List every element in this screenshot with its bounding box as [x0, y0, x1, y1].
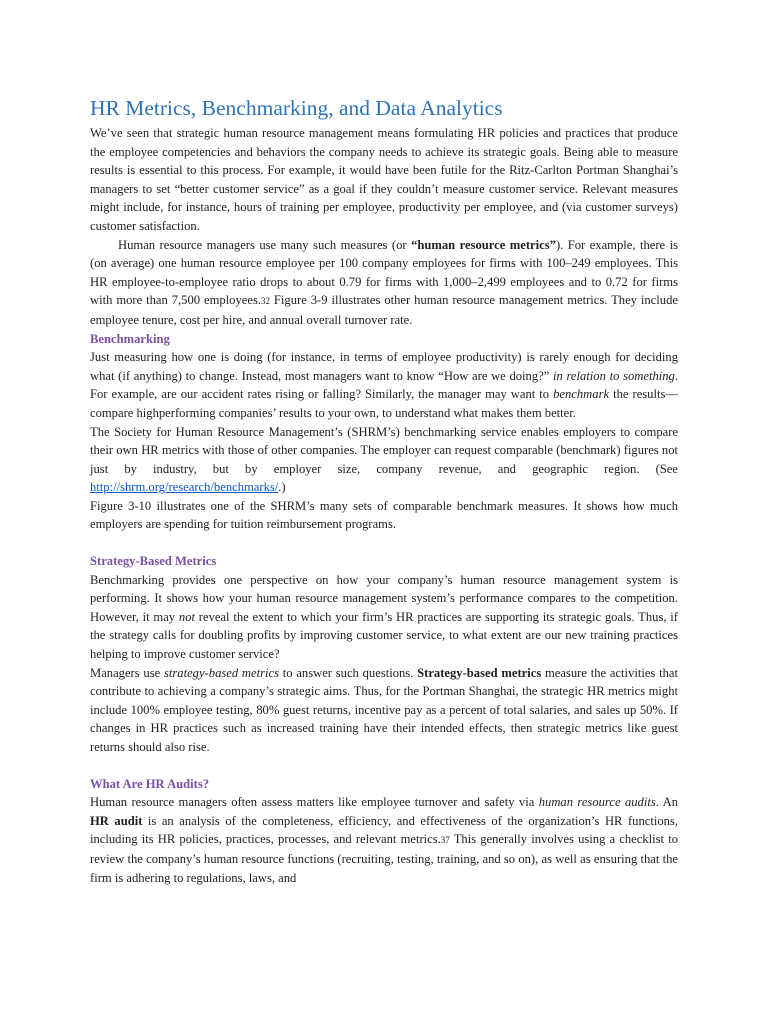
paragraph-strategy-1: [90, 571, 678, 664]
text-run: The Society for Human Resource Management’s (SHRM’s) benchmarking service enables employers to compare their own HR metrics with those of other companies. The employer can request comparable (benchmark) figures not just by industry, but by employer size, company revenue, and geographic region. (See: [90, 424, 678, 476]
text-run: . For example, are our accident rates rising or falling? Similarly, the manager may want to: [90, 368, 678, 402]
paragraph-strategy-2: [90, 664, 678, 757]
text-run: Benchmarking provides one perspective on how your company’s human resource management system is performing. It shows how your human resource management system’s performance compares to the competition. However, it may: [90, 572, 678, 624]
text-run: .): [278, 480, 286, 495]
section-heading-strategy-metrics: Strategy-Based Metrics: [90, 554, 217, 569]
text-run: is an analysis of the completeness, efficiency, and effectiveness of the organization’s HR functions, including its HR policies, practices, processes, and relevant metrics.: [90, 813, 678, 847]
paragraph-intro: We’ve seen that strategic human resource management means formulating HR policies and practices that produce the employee competencies and behaviors the company needs to achieve its strategic goals. Being able to measure results is essential to this process. For example, it would have been futile for the Ritz-Carlton Portman Shanghai’s managers to set “better customer service” as a goal if they couldn’t measure customer service. Relevant measures might include, for instance, hours of training per employee, productivity per employee, and (via customer surveys) customer satisfaction.: [90, 126, 678, 233]
italic-text: in relation to something: [553, 368, 675, 383]
italic-text: strategy-based metrics: [164, 665, 279, 680]
footnote-ref: 32: [261, 296, 270, 307]
italic-text: not: [178, 609, 195, 624]
italic-text: human resource audits: [538, 795, 656, 810]
text-run: to answer such questions.: [279, 665, 418, 680]
footnote-ref: 37: [440, 835, 450, 846]
paragraph-hr-metrics: [90, 236, 678, 330]
text-run: measure the activities that contribute to achieving a company’s strategic aims. Thus, for the Portman Shanghai, the strategic HR metrics might include 100% employee testing, 80% guest returns, incentive pay as a percent of total salaries, and sales up 50%. If changes in HR practices such as increased training have their intended effects, then strategic metrics like guest returns should also rise.: [90, 665, 678, 754]
bold-term-strategy-metrics: Strategy-based metrics: [417, 665, 542, 680]
section-heading-benchmarking: Benchmarking: [90, 331, 170, 346]
text-run: the results—compare highperforming companies’ results to your own, to understand what makes them better.: [90, 387, 678, 420]
section-heading-hr-audits: What Are HR Audits?: [90, 776, 210, 791]
text-run: Just measuring how one is doing (for instance, in terms of employee productivity) is rarely enough for deciding what (if anything) to change. Instead, most managers want to know “How are we doing?”: [90, 350, 678, 383]
text-run: Figure 3-9 illustrates other human resource management metrics. They include employee tenure, cost per hire, and annual overall turnover rate.: [90, 293, 678, 327]
paragraph-shrm: [90, 423, 678, 497]
bold-term-hr-audit: HR audit: [90, 813, 143, 828]
text-run: Human resource managers use many such measures (or: [118, 237, 412, 252]
page-title: HR Metrics, Benchmarking, and Data Analytics: [90, 96, 503, 120]
text-run: Managers use: [90, 665, 164, 680]
paragraph-benchmarking: [90, 348, 678, 422]
paragraph-hr-audits: [90, 793, 678, 887]
bold-term-hr-metrics: “human resource metrics”: [411, 237, 556, 252]
text-run: ). For example, there is (on average) one human resource employee per 100 company employees for firms with 100–249 employees. This HR employee-to-employee ratio drops to about 0.79 for firms with 1,000–2,499 employees and to 0.72 for firms with more than 7,500 employees.: [90, 237, 678, 308]
text-run: Human resource managers often assess matters like employee turnover and safety via: [90, 795, 539, 810]
paragraph-figure-3-10: Figure 3-10 illustrates one of the SHRM’s many sets of comparable benchmark measures. It shows how much employers are spending for tuition reimbursement programs.: [90, 498, 678, 532]
text-run: reveal the extent to which your firm’s HR practices are supporting its strategic goals. Thus, if the strategy calls for doubling profits by improving customer service, to what extent are our new training practices helping to improve customer service?: [90, 609, 678, 662]
text-run: . An: [655, 795, 678, 810]
text-run: This generally involves using a checklist to review the company’s human resource functions (recruiting, testing, training, and so on), as well as ensuring that the firm is adhering to regulations, laws, and: [90, 832, 678, 885]
italic-term-benchmark: benchmark: [553, 387, 610, 402]
shrm-benchmarks-link[interactable]: http://shrm.org/research/benchmarks/: [90, 480, 279, 495]
